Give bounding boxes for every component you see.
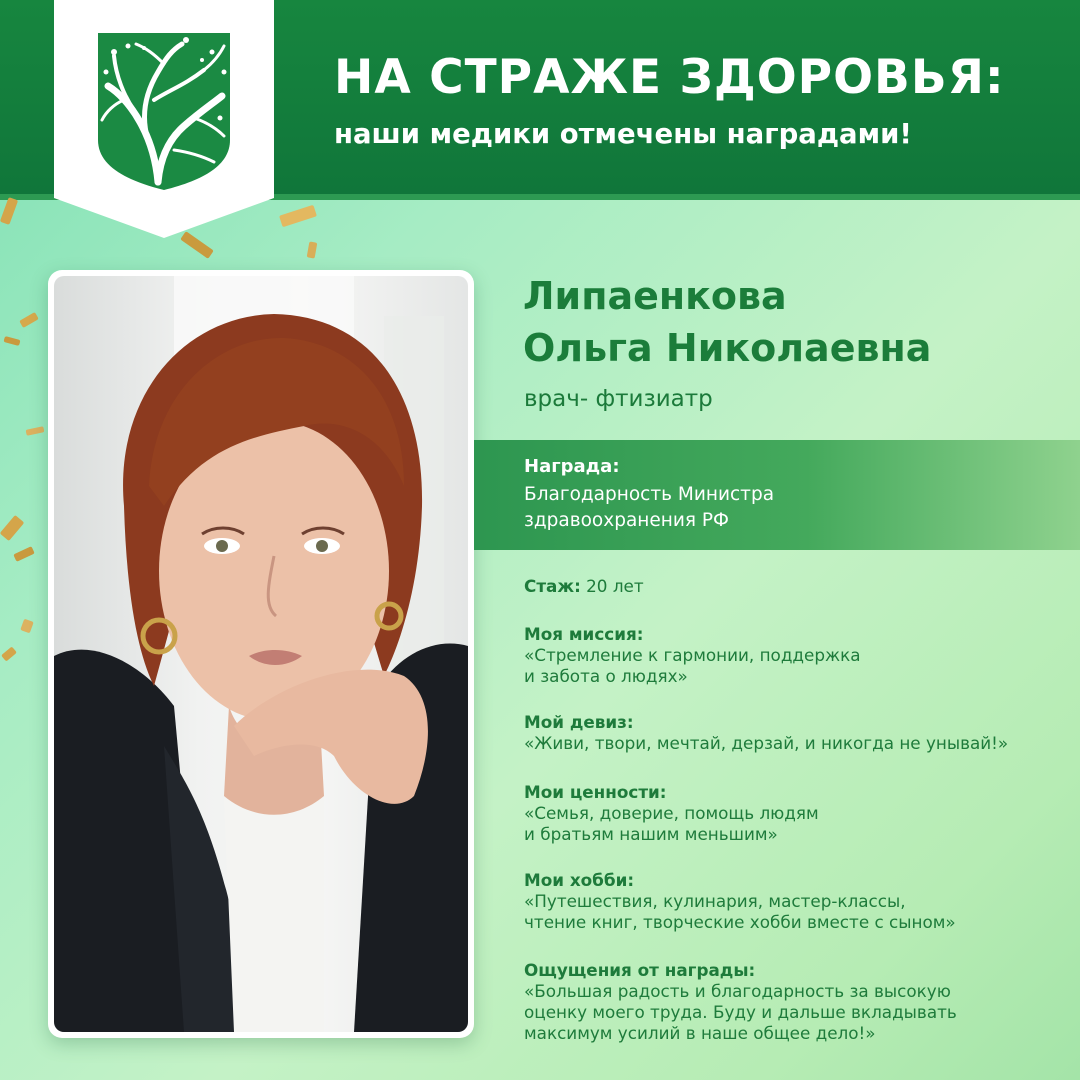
hobbies-block: [524, 870, 1064, 933]
mission-label: Моя миссия:: [524, 624, 644, 644]
confetti-piece: [19, 312, 39, 328]
values-label: Мои ценности:: [524, 782, 667, 802]
confetti-piece: [279, 205, 317, 228]
mission-line: и забота о людях»: [524, 666, 688, 686]
award-label: Награда:: [524, 456, 620, 477]
portrait-illustration: [54, 276, 468, 1032]
person-given-names: Ольга Николаевна: [523, 326, 932, 370]
feelings-line: «Большая радость и благодарность за высокую: [524, 981, 951, 1001]
person-surname: Липаенкова: [523, 274, 787, 318]
experience-block: [524, 576, 1064, 597]
confetti-piece: [0, 515, 24, 541]
feelings-line: максимум усилий в наше общее дело!»: [524, 1023, 876, 1043]
values-line: и братьям нашим меньшим»: [524, 824, 778, 844]
mission-block: [524, 624, 1064, 687]
confetti-piece: [20, 619, 34, 634]
award-line: Благодарность Министра: [524, 484, 775, 505]
hobbies-label: Мои хобби:: [524, 870, 635, 890]
tree-shield-icon: [54, 0, 274, 238]
portrait-photo: [54, 276, 468, 1032]
experience-value: 20 лет: [586, 576, 644, 596]
confetti-piece: [1, 646, 17, 661]
page-title: НА СТРАЖЕ ЗДОРОВЬЯ:: [334, 50, 1005, 105]
confetti-piece: [13, 546, 35, 562]
portrait-frame: [48, 270, 474, 1038]
confetti-piece: [3, 336, 20, 346]
values-block: [524, 782, 1064, 845]
award-line: здравоохранения РФ: [524, 510, 729, 531]
motto-label: Мой девиз:: [524, 712, 634, 732]
experience-label: Стаж:: [524, 576, 581, 596]
confetti-piece: [26, 426, 45, 436]
hobbies-line: чтение книг, творческие хобби вместе с сыном»: [524, 912, 956, 932]
person-position: врач- фтизиатр: [524, 386, 713, 412]
values-line: «Семья, доверие, помощь людям: [524, 803, 819, 823]
feelings-block: [524, 960, 1064, 1044]
logo-card: [54, 0, 274, 238]
mission-line: «Стремление к гармонии, поддержка: [524, 645, 861, 665]
feelings-label: Ощущения от награды:: [524, 960, 756, 980]
hobbies-line: «Путешествия, кулинария, мастер-классы,: [524, 891, 906, 911]
person-name: [523, 270, 1063, 374]
page-subtitle: наши медики отмечены наградами!: [334, 118, 912, 150]
motto-block: [524, 712, 1064, 754]
feelings-line: оценку моего труда. Буду и дальше вкладывать: [524, 1002, 957, 1022]
motto-line: «Живи, твори, мечтай, дерзай, и никогда не унывай!»: [524, 733, 1009, 753]
award-text: [524, 482, 1044, 534]
confetti-piece: [307, 241, 318, 258]
confetti-piece: [0, 197, 18, 225]
